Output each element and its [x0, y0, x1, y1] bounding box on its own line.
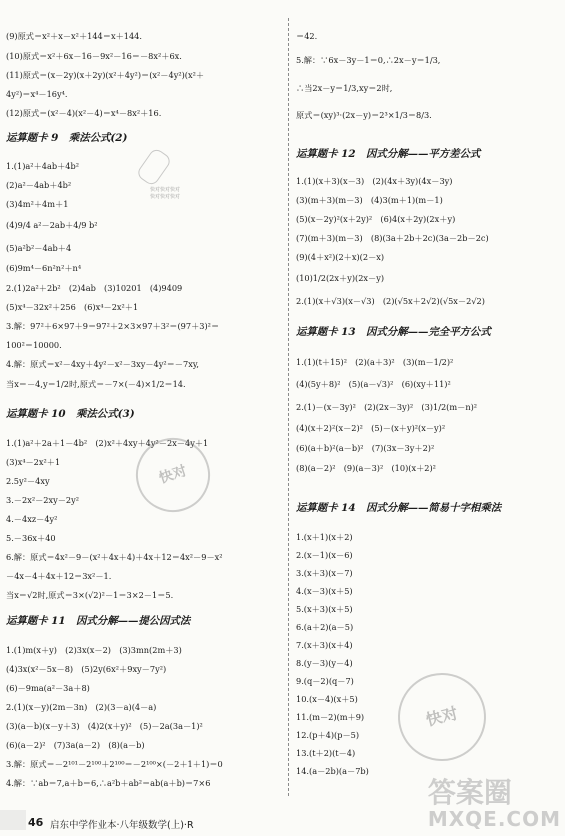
section-title-10: 运算题卡 10 乘法公式(3)	[6, 408, 135, 420]
answer-line: 2.(1)－(x－3y)² (2)(2x－3y)² (3)1/2(m－n)²	[296, 402, 478, 412]
answer-line: 1.(1)m(x＋y) (2)3x(x－2) (3)3mn(2m＋3)	[6, 645, 182, 655]
answer-line: 4y²)＝x⁴－16y⁴.	[6, 89, 68, 99]
answer-line: 9.(q－2)(q－7)	[296, 676, 354, 686]
answer-line: (4)9/4 a²－2ab＋4/9 b²	[6, 220, 98, 230]
stamp-note-1: 快对快对快对	[150, 187, 181, 193]
answer-line: 3.解：97²＋6×97＋9＝97²＋2×3×97＋3²＝(97＋3)²＝	[6, 321, 220, 331]
stamp-note-2: 快对快对快对	[150, 194, 181, 200]
answer-line: 6.解：原式＝4x²－9－(x²＋4x＋4)＋4x＋12＝4x²－9－x²	[6, 552, 223, 562]
answer-line: (12)原式＝(x²－4)(x²－4)＝x⁴－8x²＋16.	[6, 108, 162, 118]
answer-line: (3)(a－b)(x－y＋3) (4)2(x＋y)² (5)－2a(3a－1)²	[6, 721, 203, 731]
answer-line: －4x－4＋4x＋12＝3x²－1.	[6, 571, 112, 581]
answer-line: 2.(x－1)(x－6)	[296, 550, 353, 560]
kuaidui-stamp-right: 快对	[389, 664, 496, 771]
answer-line: 当x＝－4,y＝1/2时,原式＝－7×(－4)×1/2＝14.	[6, 379, 186, 389]
answer-line: 1.(1)(x＋3)(x－3) (2)(4x＋3y)(4x－3y)	[296, 176, 453, 186]
answer-line: (2)a²－4ab＋4b²	[6, 180, 72, 190]
answer-line: 原式＝(xy)³·(2x－y)＝2³×1/3＝8/3.	[296, 110, 432, 120]
answer-line: (6)－9ma(a²－3a＋8)	[6, 683, 90, 693]
page-number: 46	[28, 816, 44, 829]
answer-line: (9)原式＝x²＋x－x²＋144＝x＋144.	[6, 31, 142, 41]
answer-line: 6.(a＋2)(a－5)	[296, 622, 354, 632]
answer-line: 1.(1)(t＋15)² (2)(a＋3)² (3)(m－1/2)²	[296, 357, 454, 367]
answer-line: (10)原式＝x²＋6x－16－9x²－16＝－8x²＋6x.	[6, 51, 182, 61]
answer-line: 5.(x＋3)(x＋5)	[296, 604, 353, 614]
answer-line: 4.(x－3)(x＋5)	[296, 586, 353, 596]
answer-line: 12.(p＋4)(p－5)	[296, 730, 360, 740]
kuaidui-stamp-left: 快对	[126, 428, 219, 521]
watermark-line-2: MXQE.COM	[427, 807, 561, 831]
answer-line: 14.(a－2b)(a－7b)	[296, 766, 369, 776]
answer-line: 1.(1)a²＋4ab＋4b²	[6, 161, 80, 171]
answer-line: (4)(x＋2)²(x－2)² (5)－(x＋y)²(x－y)²	[296, 423, 446, 433]
answer-line: 2.5y²－4xy	[6, 476, 50, 486]
answer-line: (4)3x(x²－5x－8) (5)2y(6x²＋9xy－7y²)	[6, 664, 167, 674]
answer-line: 2.(1)(x－y)(2m－3n) (2)(3－a)(4－a)	[6, 702, 157, 712]
watermark	[428, 778, 561, 830]
answer-line: (5)a²b²－4ab＋4	[6, 243, 72, 253]
answer-line: (3)(m＋3)(m－3) (4)3(m＋1)(m－1)	[296, 195, 443, 205]
answer-line: (3)4m²＋4m＋1	[6, 199, 69, 209]
answer-line: 3.解：原式＝－2¹⁰¹－2¹⁰⁰＋2¹⁰⁰＝－2¹⁰⁰×(－2＋1＋1)＝0	[6, 759, 223, 769]
answer-line: 2.(1)2a²＋2b² (2)4ab (3)10201 (4)9409	[6, 283, 183, 293]
answer-line: ∴当2x－y＝1/3,xy＝2时,	[296, 83, 393, 93]
watermark-line-1: 答案圈	[427, 776, 512, 809]
answer-line: (6)(a＋b)²(a－b)² (7)(3x－3y＋2)²	[296, 443, 435, 453]
answer-line: 4.解：∵ab＝7,a＋b＝6,∴a²b＋ab²＝ab(a＋b)＝7×6	[6, 778, 211, 788]
answer-line: 13.(t＋2)(t－4)	[296, 748, 356, 758]
answer-line: 2.(1)(x＋√3)(x－√3) (2)(√5x＋2√2)(√5x－2√2)	[296, 296, 485, 306]
answer-line: 3.－2x²－2xy－2y²	[6, 495, 80, 505]
answer-line: 10.(x－4)(x＋5)	[296, 694, 358, 704]
section-title-14: 运算题卡 14 因式分解——简易十字相乘法	[296, 502, 502, 514]
answer-line: (3)x⁴－2x²＋1	[6, 457, 61, 467]
answer-line: 4.解：原式＝x²－4xy＋4y²－x²－3xy－4y²＝－7xy,	[6, 359, 199, 369]
answer-line: 11.(m－2)(m＋9)	[296, 712, 365, 722]
answer-line: (11)原式＝(x－2y)(x＋2y)(x²＋4y²)＝(x²－4y²)(x²＋	[6, 70, 205, 80]
answer-line: (4)(5y＋8)² (5)(a－√3)² (6)(xy＋11)²	[296, 379, 451, 389]
answer-line: 8.(y－3)(y－4)	[296, 658, 353, 668]
answer-line: 4.－4xz－4y²	[6, 514, 58, 524]
answer-line: 100²＝10000.	[6, 340, 62, 350]
column-divider	[288, 18, 289, 796]
answer-line: (6)(a－2)² (7)3a(a－2) (8)(a－b)	[6, 740, 145, 750]
answer-line: 1.(x＋1)(x＋2)	[296, 532, 353, 542]
answer-line: (9)(4＋x²)(2＋x)(2－x)	[296, 252, 385, 262]
section-title-12: 运算题卡 12 因式分解——平方差公式	[296, 148, 481, 160]
answer-line: 7.(x＋3)(x＋4)	[296, 640, 353, 650]
section-title-9: 运算题卡 9 乘法公式(2)	[6, 132, 128, 144]
answer-line: 当x＝√2时,原式＝3×(√2)²－1＝3×2－1＝5.	[6, 590, 174, 600]
footer-tab	[0, 810, 26, 830]
answer-line: (5)(x－2y)²(x＋2y)² (6)4(x＋2y)(2x＋y)	[296, 214, 456, 224]
left-column	[6, 0, 281, 808]
answer-line: 5.解：∵6x－3y－1＝0,∴2x－y＝1/3,	[296, 55, 441, 65]
book-title: 启东中学作业本·八年级数学(上)·R	[50, 820, 194, 831]
answer-line: 1.(1)a²＋2a＋1－4b² (2)x²＋4xy＋4y²－2x－4y＋1	[6, 438, 209, 448]
answer-line: ＝42.	[296, 31, 318, 41]
section-title-13: 运算题卡 13 因式分解——完全平方公式	[296, 326, 491, 338]
answer-line: (10)1/2(2x＋y)(2x－y)	[296, 273, 385, 283]
answer-line: (5)x⁴－32x²＋256 (6)x⁴－2x²＋1	[6, 302, 139, 312]
answer-line: (6)9m⁴－6n²n²＋n⁴	[6, 263, 82, 273]
section-title-11: 运算题卡 11 因式分解——提公因式法	[6, 615, 191, 627]
answer-line: (8)(a－2)² (9)(a－3)² (10)(x＋2)²	[296, 463, 436, 473]
answer-line: 5.－36x＋40	[6, 533, 56, 543]
answer-line: 3.(x＋3)(x－7)	[296, 568, 353, 578]
answer-line: (7)(m＋3)(m－3) (8)(3a＋2b＋2c)(3a－2b－2c)	[296, 233, 489, 243]
